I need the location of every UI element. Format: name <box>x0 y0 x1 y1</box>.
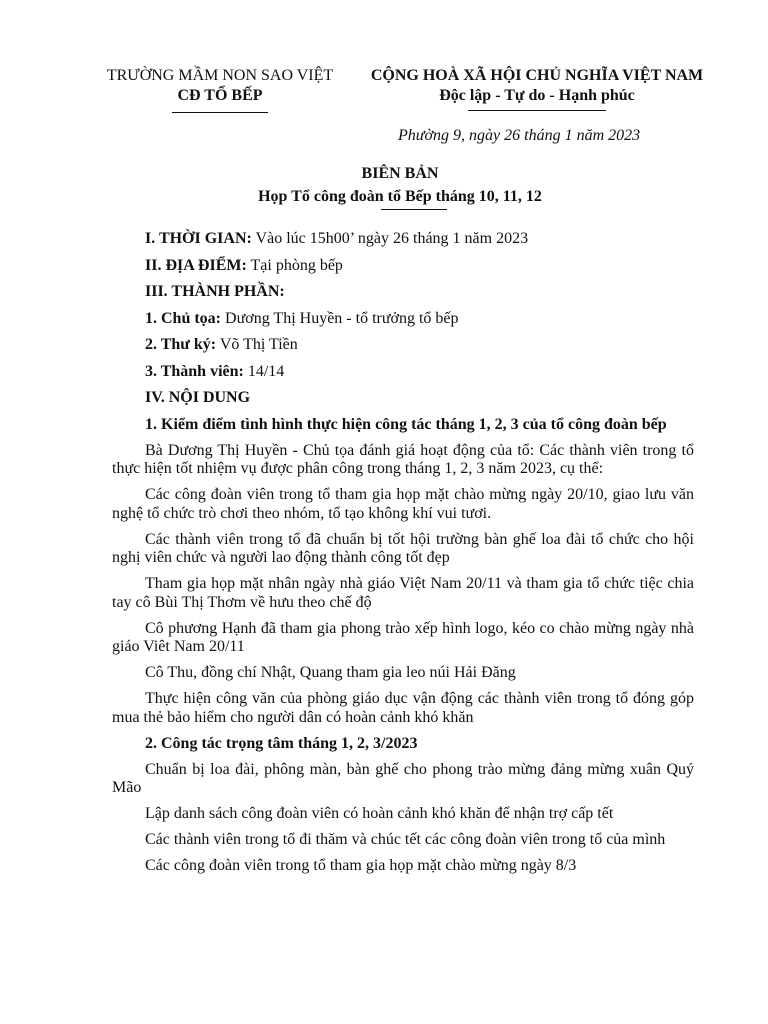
chair-value: Dương Thị Huyền - tổ trưởng tổ bếp <box>221 309 459 327</box>
document-title: BIÊN BẢN <box>361 165 439 182</box>
review-paragraph: Cô Thu, đồng chí Nhật, Quang tham gia leo núi Hải Đăng <box>145 664 516 681</box>
review-paragraph: Các công đoàn viên trong tổ tham gia họp mặt chào mừng ngày 20/10, giao lưu văn nghệ tổ chức trò chơi theo nhóm, tổ tạo không khí vui tươi. <box>112 486 694 522</box>
members-value: 14/14 <box>243 362 285 380</box>
review-heading: 1. Kiểm điểm tình hình thực hiện công tác tháng 1, 2, 3 của tổ công đoàn bếp <box>145 415 667 433</box>
place-label: II. ĐỊA ĐIỂM: <box>145 256 247 274</box>
focus-paragraph: Các thành viên trong tổ đi thăm và chúc tết các công đoàn viên trong tổ của mình <box>145 831 666 848</box>
review-paragraph: Bà Dương Thị Huyền - Chủ tọa đánh giá hoạt động của tổ: Các thành viên trong tổ thực hiện tốt nhiệm vụ được phân công trong tháng 1, 2, 3 năm 2023, cụ thể: <box>112 441 694 477</box>
secretary-label: 2. Thư ký: <box>145 336 217 353</box>
members-label: 3. Thành viên: <box>145 362 244 380</box>
focus-paragraph: Lập danh sách công đoàn viên có hoàn cảnh khó khăn để nhận trợ cấp tết <box>145 805 614 822</box>
national-header <box>352 66 722 111</box>
section-time <box>112 230 694 249</box>
focus-paragraph: Chuẩn bị loa đài, phông màn, bàn ghế cho phong trào mừng đảng mừng xuân Quý Mão <box>112 760 694 796</box>
focus-heading: 2. Công tác trọng tâm tháng 1, 2, 3/2023 <box>145 734 418 752</box>
national-motto: Độc lập - Tự do - Hạnh phúc <box>439 87 635 104</box>
chair-label: 1. Chủ tọa: <box>145 309 222 327</box>
school-name: TRƯỜNG MẦM NON SAO VIỆT <box>106 67 334 84</box>
section-members-heading: III. THÀNH PHẦN: <box>145 283 285 300</box>
motto-underline <box>468 110 606 111</box>
document-body <box>112 230 694 883</box>
section-place <box>112 257 694 276</box>
national-title: CỘNG HOÀ XÃ HỘI CHỦ NGHĨA VIỆT NAM <box>370 67 704 84</box>
secretary-value: Võ Thị Tiền <box>216 336 298 353</box>
focus-paragraph: Các công đoàn viên trong tổ tham gia họp mặt chào mừng ngày 8/3 <box>145 857 577 874</box>
members-line <box>112 363 694 382</box>
review-paragraph: Cô phương Hạnh đã tham gia phong trào xếp hình logo, kéo co chào mừng ngày nhà giáo Viêt Nam 20/11 <box>112 619 694 655</box>
document-subtitle: Họp Tổ công đoàn tổ Bếp tháng 10, 11, 12 <box>258 188 542 205</box>
time-label: I. THỜI GIAN: <box>145 230 252 247</box>
place-value: Tại phòng bếp <box>246 256 343 274</box>
section-content-heading: IV. NỘI DUNG <box>145 389 251 406</box>
chair-line <box>112 310 694 329</box>
organization-header <box>90 66 350 113</box>
organization-underline <box>172 112 268 113</box>
union-group-name: CĐ TỔ BẾP <box>177 87 263 104</box>
title-underline <box>381 209 447 210</box>
review-paragraph: Tham gia họp mặt nhân ngày nhà giáo Việt Nam 20/11 và tham gia tổ chức tiệc chia tay cô Bùi Thị Thơm về hưu theo chế độ <box>112 575 694 611</box>
time-value: Vào lúc 15h00’ ngày 26 tháng 1 năm 2023 <box>251 230 529 247</box>
secretary-line <box>112 336 694 355</box>
review-paragraph: Thực hiện công văn của phòng giáo dục vận động các thành viên trong tổ đóng góp mua thẻ bảo hiểm cho người dân có hoàn cảnh khó khăn <box>112 690 694 726</box>
document-date: Phường 9, ngày 26 tháng 1 năm 2023 <box>398 127 641 144</box>
review-paragraph: Các thành viên trong tổ đã chuẩn bị tốt hội trường bàn ghế loa đài tổ chức cho hội nghị viên chức và người lao động thành công tốt đẹp <box>112 530 694 566</box>
